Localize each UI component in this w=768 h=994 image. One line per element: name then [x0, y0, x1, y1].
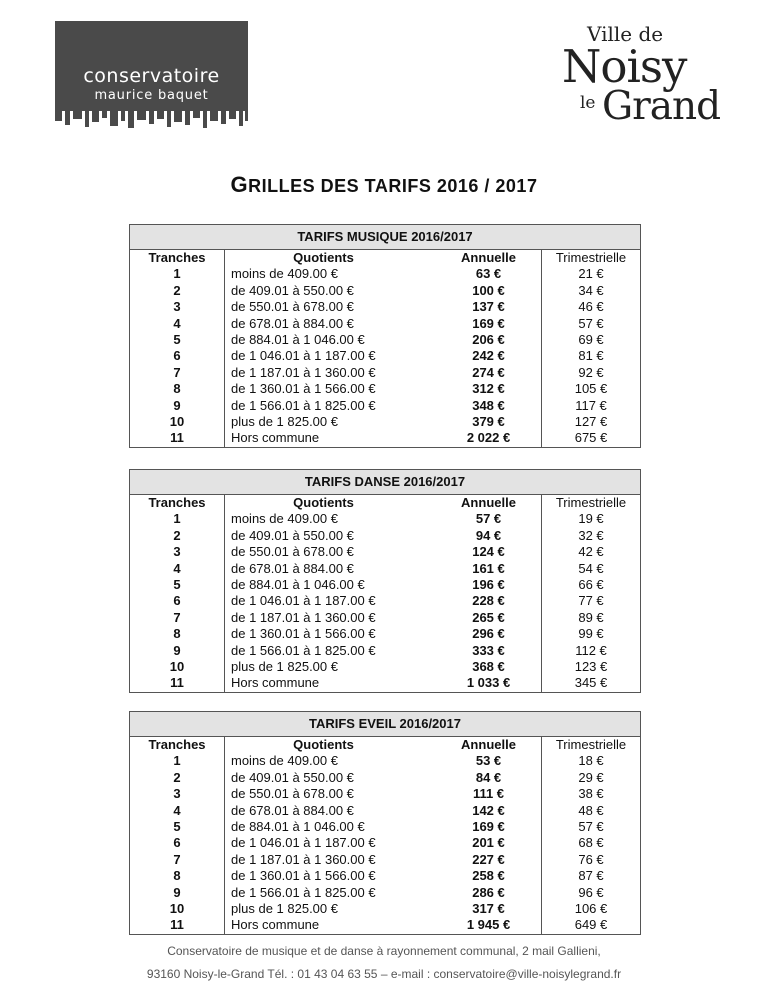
cell-annuelle: 286 €	[472, 884, 505, 900]
cell-quotient: de 1 046.01 à 1 187.00 €	[231, 593, 376, 609]
cell-annuelle: 333 €	[472, 642, 505, 658]
cell-annuelle: 100 €	[472, 282, 505, 298]
cell-tranche: 6	[173, 348, 181, 364]
column-header-trimestrielle: Trimestrielle	[555, 250, 627, 265]
logo-title: conservatoire	[83, 65, 220, 87]
cell-tranche: 9	[173, 397, 181, 413]
cell-quotient: de 1 187.01 à 1 360.00 €	[231, 364, 376, 380]
cell-tranche: 8	[173, 626, 181, 642]
column-header-quotient: Quotients	[293, 495, 354, 510]
cell-quotient: Hors commune	[231, 675, 320, 691]
cell-quotient: de 409.01 à 550.00 €	[231, 527, 354, 543]
column-header-trimestrielle: Trimestrielle	[555, 495, 627, 510]
cell-tranche: 4	[173, 802, 181, 818]
cell-quotient: moins de 409.00 €	[231, 753, 338, 769]
cell-tranche: 11	[170, 675, 184, 691]
cell-trimestrielle: 68 €	[578, 835, 604, 851]
cell-annuelle: 169 €	[472, 818, 505, 834]
cell-trimestrielle: 38 €	[578, 786, 604, 802]
column-annuelle	[436, 495, 542, 692]
table-title: TARIFS MUSIQUE 2016/2017	[130, 225, 640, 250]
logo-le: le	[580, 93, 596, 113]
logo-noisy: Noisy	[562, 40, 687, 93]
cell-trimestrielle: 105 €	[574, 381, 608, 397]
cell-trimestrielle: 89 €	[578, 609, 604, 625]
cell-tranche: 8	[173, 381, 181, 397]
cell-trimestrielle: 42 €	[578, 544, 604, 560]
cell-trimestrielle: 29 €	[578, 769, 604, 785]
cell-tranche: 6	[173, 835, 181, 851]
cell-tranche: 3	[173, 299, 181, 315]
cell-tranche: 3	[173, 544, 181, 560]
cell-tranche: 2	[173, 769, 181, 785]
footer-address: Conservatoire de musique et de danse à rayonnement communal, 2 mail Gallieni,	[167, 944, 601, 958]
column-tranche	[130, 250, 225, 447]
title-text: RILLES DES TARIFS	[248, 176, 437, 196]
column-tranche	[130, 737, 225, 934]
footer-contact: 93160 Noisy-le-Grand Tél. : 01 43 04 63 55 – e-mail : conservatoire@ville-noisylegrand.fr	[146, 967, 622, 981]
logo-subtitle: maurice baquet	[94, 88, 209, 103]
cell-tranche: 7	[173, 364, 181, 380]
cell-annuelle: 242 €	[472, 348, 505, 364]
column-header-quotient: Quotients	[293, 250, 354, 265]
cell-quotient: de 678.01 à 884.00 €	[231, 560, 354, 576]
column-trimestrielle	[542, 250, 640, 447]
piano-keys-graphic	[55, 111, 248, 129]
cell-tranche: 5	[173, 331, 181, 347]
cell-annuelle: 379 €	[472, 413, 505, 429]
cell-trimestrielle: 123 €	[574, 658, 608, 674]
column-header-quotient: Quotients	[293, 737, 354, 752]
cell-quotient: de 678.01 à 884.00 €	[231, 315, 354, 331]
cell-annuelle: 258 €	[472, 868, 505, 884]
cell-trimestrielle: 76 €	[578, 851, 604, 867]
cell-quotient: de 884.01 à 1 046.00 €	[231, 576, 365, 592]
cell-annuelle: 2 022 €	[466, 430, 511, 446]
column-header-tranche: Tranches	[148, 737, 206, 752]
cell-annuelle: 124 €	[472, 544, 505, 560]
cell-tranche: 5	[173, 818, 181, 834]
cell-quotient: plus de 1 825.00 €	[231, 900, 338, 916]
cell-annuelle: 94 €	[475, 527, 502, 543]
cell-quotient: Hors commune	[231, 430, 320, 446]
cell-quotient: moins de 409.00 €	[231, 266, 338, 282]
column-annuelle	[436, 250, 542, 447]
logo-ville-de: Ville de	[587, 22, 664, 46]
column-quotient	[225, 250, 436, 447]
cell-tranche: 10	[169, 900, 185, 916]
cell-annuelle: 228 €	[472, 593, 505, 609]
cell-tranche: 9	[173, 642, 181, 658]
cell-annuelle: 206 €	[472, 331, 505, 347]
cell-trimestrielle: 81 €	[578, 348, 604, 364]
cell-quotient: de 884.01 à 1 046.00 €	[231, 818, 365, 834]
cell-trimestrielle: 32 €	[578, 527, 604, 543]
cell-annuelle: 1 033 €	[466, 675, 511, 691]
cell-tranche: 7	[173, 609, 181, 625]
tarifs-table-danse	[129, 469, 641, 693]
cell-annuelle: 57 €	[475, 511, 502, 527]
tarifs-table-musique	[129, 224, 641, 448]
cell-trimestrielle: 77 €	[578, 593, 604, 609]
cell-annuelle: 368 €	[472, 658, 505, 674]
cell-quotient: de 409.01 à 550.00 €	[231, 769, 354, 785]
cell-annuelle: 53 €	[475, 753, 502, 769]
cell-trimestrielle: 675 €	[574, 430, 608, 446]
cell-tranche: 6	[173, 593, 181, 609]
footer	[0, 940, 768, 986]
cell-trimestrielle: 117 €	[575, 397, 607, 413]
cell-annuelle: 63 €	[475, 266, 502, 282]
cell-trimestrielle: 87 €	[578, 868, 604, 884]
cell-tranche: 11	[170, 917, 184, 933]
cell-tranche: 9	[173, 884, 181, 900]
column-header-annuelle: Annuelle	[461, 495, 516, 510]
page-title	[0, 172, 768, 198]
column-header-annuelle: Annuelle	[461, 737, 516, 752]
cell-tranche: 1	[173, 266, 181, 282]
cell-tranche: 11	[170, 430, 184, 446]
cell-quotient: de 1 360.01 à 1 566.00 €	[231, 868, 376, 884]
table-title: TARIFS DANSE 2016/2017	[130, 470, 640, 495]
cell-tranche: 8	[173, 868, 181, 884]
cell-quotient: de 1 187.01 à 1 360.00 €	[231, 851, 376, 867]
cell-trimestrielle: 106 €	[574, 900, 608, 916]
cell-tranche: 10	[169, 658, 185, 674]
column-quotient	[225, 495, 436, 692]
column-annuelle	[436, 737, 542, 934]
cell-tranche: 10	[169, 413, 185, 429]
cell-quotient: de 678.01 à 884.00 €	[231, 802, 354, 818]
cell-annuelle: 111 €	[472, 786, 505, 802]
cell-trimestrielle: 19 €	[578, 511, 604, 527]
cell-quotient: de 550.01 à 678.00 €	[231, 544, 354, 560]
cell-quotient: plus de 1 825.00 €	[231, 413, 338, 429]
cell-quotient: de 1 360.01 à 1 566.00 €	[231, 381, 376, 397]
cell-trimestrielle: 99 €	[578, 626, 604, 642]
cell-trimestrielle: 18 €	[578, 753, 604, 769]
cell-annuelle: 1 945 €	[466, 917, 511, 933]
cell-annuelle: 274 €	[472, 364, 505, 380]
cell-annuelle: 137 €	[472, 299, 505, 315]
column-quotient	[225, 737, 436, 934]
cell-annuelle: 142 €	[472, 802, 505, 818]
cell-trimestrielle: 127 €	[574, 413, 608, 429]
tarifs-table-eveil	[129, 711, 641, 935]
cell-quotient: de 550.01 à 678.00 €	[231, 299, 354, 315]
logo-grand: Grand	[602, 84, 721, 129]
title-years: 2016 / 2017	[436, 176, 538, 196]
cell-annuelle: 161 €	[472, 560, 505, 576]
cell-trimestrielle: 96 €	[578, 884, 604, 900]
column-tranche	[130, 495, 225, 692]
cell-tranche: 5	[173, 576, 181, 592]
cell-quotient: plus de 1 825.00 €	[231, 658, 338, 674]
cell-trimestrielle: 345 €	[574, 675, 608, 691]
cell-tranche: 4	[173, 315, 181, 331]
cell-quotient: Hors commune	[231, 917, 320, 933]
cell-tranche: 2	[173, 282, 181, 298]
cell-trimestrielle: 112 €	[575, 642, 607, 658]
cell-trimestrielle: 21 €	[578, 266, 604, 282]
cell-quotient: de 409.01 à 550.00 €	[231, 282, 354, 298]
cell-quotient: de 1 046.01 à 1 187.00 €	[231, 348, 376, 364]
cell-trimestrielle: 54 €	[578, 560, 604, 576]
cell-trimestrielle: 69 €	[578, 331, 604, 347]
cell-annuelle: 312 €	[472, 381, 505, 397]
table-title: TARIFS EVEIL 2016/2017	[130, 712, 640, 737]
cell-trimestrielle: 57 €	[578, 315, 604, 331]
cell-tranche: 1	[173, 511, 181, 527]
cell-trimestrielle: 649 €	[574, 917, 608, 933]
cell-trimestrielle: 57 €	[578, 818, 604, 834]
column-header-trimestrielle: Trimestrielle	[555, 737, 627, 752]
cell-annuelle: 227 €	[472, 851, 505, 867]
cell-quotient: moins de 409.00 €	[231, 511, 338, 527]
cell-quotient: de 1 566.01 à 1 825.00 €	[231, 642, 376, 658]
cell-annuelle: 317 €	[472, 900, 505, 916]
cell-quotient: de 1 046.01 à 1 187.00 €	[231, 835, 376, 851]
cell-quotient: de 884.01 à 1 046.00 €	[231, 331, 365, 347]
cell-annuelle: 201 €	[472, 835, 505, 851]
column-header-annuelle: Annuelle	[461, 250, 516, 265]
cell-quotient: de 1 566.01 à 1 825.00 €	[231, 884, 376, 900]
cell-tranche: 3	[173, 786, 181, 802]
column-header-tranche: Tranches	[148, 250, 206, 265]
conservatoire-logo	[55, 21, 248, 129]
cell-trimestrielle: 34 €	[578, 282, 604, 298]
column-header-tranche: Tranches	[148, 495, 206, 510]
cell-annuelle: 84 €	[475, 769, 502, 785]
cell-quotient: de 550.01 à 678.00 €	[231, 786, 354, 802]
cell-quotient: de 1 187.01 à 1 360.00 €	[231, 609, 376, 625]
cell-trimestrielle: 46 €	[578, 299, 604, 315]
cell-trimestrielle: 48 €	[578, 802, 604, 818]
cell-tranche: 2	[173, 527, 181, 543]
cell-tranche: 1	[173, 753, 181, 769]
cell-trimestrielle: 92 €	[578, 364, 604, 380]
cell-annuelle: 348 €	[472, 397, 505, 413]
title-initial: G	[230, 172, 249, 197]
cell-annuelle: 265 €	[472, 609, 505, 625]
ville-noisy-le-grand-logo	[560, 22, 725, 129]
cell-trimestrielle: 66 €	[578, 576, 604, 592]
cell-tranche: 7	[173, 851, 181, 867]
cell-annuelle: 296 €	[472, 626, 505, 642]
cell-annuelle: 196 €	[472, 576, 505, 592]
cell-quotient: de 1 360.01 à 1 566.00 €	[231, 626, 376, 642]
cell-tranche: 4	[173, 560, 181, 576]
cell-annuelle: 169 €	[472, 315, 505, 331]
column-trimestrielle	[542, 737, 640, 934]
cell-quotient: de 1 566.01 à 1 825.00 €	[231, 397, 376, 413]
column-trimestrielle	[542, 495, 640, 692]
